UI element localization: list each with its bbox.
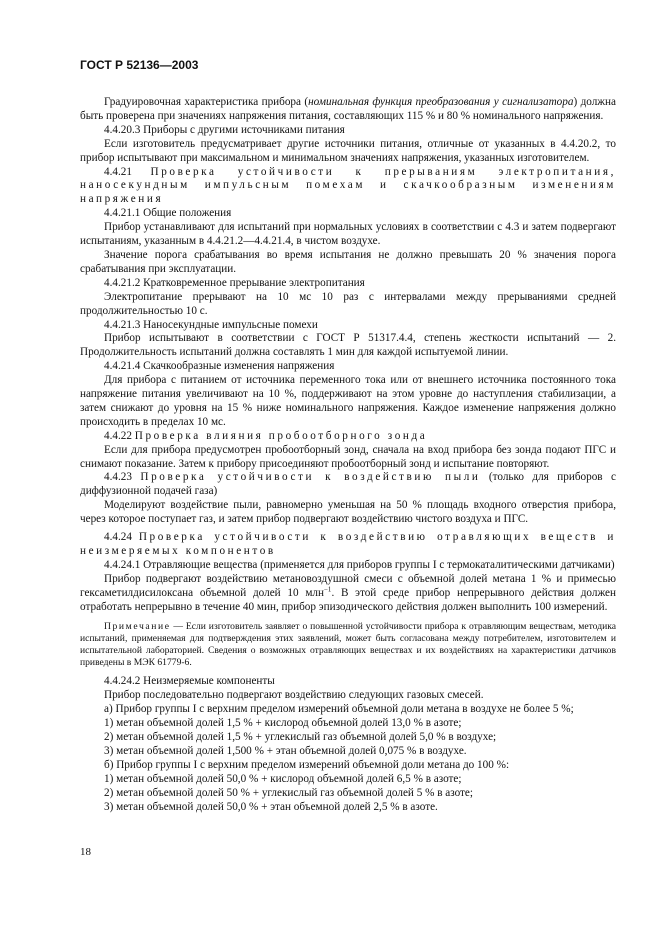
section-number: 4.4.23 bbox=[104, 471, 132, 484]
section-heading bbox=[80, 430, 616, 444]
spaced-title: Проверка влияния пробоотборного зонда bbox=[134, 429, 428, 442]
list-item: 2) метан объемной долей 50 % + углекислый газ объемной долей 5 % в азоте; bbox=[104, 786, 474, 799]
spaced-title: Проверка устойчивости к воздействию пыли bbox=[140, 471, 481, 484]
section-number: 4.4.21 bbox=[104, 165, 132, 178]
subsection-heading: 4.4.24.2 Неизмеряемые компоненты bbox=[104, 675, 275, 688]
paragraph: Прибор испытывают в соответствии с ГОСТ Р 51317.4.4, степень жесткости испытаний — 2. Продолжительность испытаний должна составлять 1 мин для каждой испытуемой линии. bbox=[80, 332, 616, 359]
section-number: 4.4.22 bbox=[104, 429, 132, 442]
list-item: а) Прибор группы I с верхним пределом измерений объемной доли метана в воздухе не более 5 %; bbox=[104, 703, 574, 716]
list-item: б) Прибор группы I с верхним пределом измерений объемной доли метана до 100 %: bbox=[104, 758, 510, 771]
paragraph: Электропитание прерывают на 10 мс 10 раз с интервалами между прерываниями средней продолжительностью 10 с. bbox=[80, 290, 616, 317]
text: Градуировочная характеристика прибора ( bbox=[104, 96, 309, 108]
list-item: 1) метан объемной долей 1,5 % + кислород объемной долей 13,0 % в азоте; bbox=[104, 717, 462, 730]
italic-text: номинальная функция преобразования у сигнализатора bbox=[308, 96, 574, 108]
paragraph bbox=[80, 573, 616, 615]
note-text: — Если изготовитель заявляет о повышенной устойчивости прибора к отравляющим веществам, методика испытаний, применяемая для подтверждения этих заявлений, может быть согласована между потребителем, изготовителем и испытательной лабораторией. Сведения о возможных отравляющих веществах и их воздействиях на характеристики датчиков приведены в МЭК 61779-6. bbox=[80, 620, 616, 669]
section-heading bbox=[80, 531, 616, 559]
subsection-heading: 4.4.24.1 Отравляющие вещества (применяется для приборов группы I с термокаталитическими датчиками) bbox=[104, 558, 615, 571]
text: ) должна быть проверена при значениях напряжения питания, составляющих 115 % и 80 % номинального напряжения. bbox=[80, 96, 616, 122]
text: (только для приборов с диффузионной подачей газа) bbox=[80, 471, 616, 498]
section-heading bbox=[80, 166, 616, 208]
note-label: Примечание bbox=[104, 620, 171, 632]
subsection-heading: 4.4.21.1 Общие положения bbox=[104, 207, 232, 220]
paragraph: Значение порога срабатывания во время испытания не должно превышать 20 % значения порога срабатывания при эксплуатации. bbox=[80, 248, 616, 275]
spaced-title: Проверка устойчивости к прерываниям электропитания, наносекундным импульсным помехам и скачкообразным изменениям напряжения bbox=[80, 165, 616, 206]
paragraph: Если изготовитель предусматривает другие источники питания, отличные от указанных в 4.4.20.2, то прибор испытывают при максимальном и минимальном значениях напряжения, указанных изготовителем. bbox=[80, 137, 616, 164]
superscript: −1 bbox=[323, 584, 332, 593]
document-body bbox=[80, 96, 616, 814]
paragraph bbox=[80, 96, 616, 124]
subsection-heading: 4.4.21.2 Кратковременное прерывание электропитания bbox=[104, 276, 365, 289]
paragraph: Моделируют воздействие пыли, равномерно уменьшая на 50 % площадь входного отверстия прибора, через которое поступает газ, и затем прибор подвергают воздействию чистого воздуха и ПГС. bbox=[80, 499, 616, 526]
list-item: 1) метан объемной долей 50,0 % + кислород объемной долей 6,5 % в азоте; bbox=[104, 772, 462, 785]
document-header: ГОСТ Р 52136—2003 bbox=[80, 58, 199, 72]
list-item: 3) метан объемной долей 50,0 % + этан объемной долей 2,5 % в азоте. bbox=[104, 800, 438, 813]
text: . В этой среде прибор непрерывного действия должен отработать непрерывно в течение 40 мин, прибор эпизодического действия должен выполнить 100 измерений. bbox=[80, 586, 616, 613]
list-item: 2) метан объемной долей 1,5 % + углекислый газ объемной долей 5,0 % в воздухе; bbox=[104, 730, 497, 743]
section-heading bbox=[80, 471, 616, 499]
list-item: 3) метан объемной долей 1,500 % + этан объемной долей 0,075 % в воздухе. bbox=[104, 744, 467, 757]
subsection-heading: 4.4.21.4 Скачкообразные изменения напряжения bbox=[104, 360, 335, 373]
section-number: 4.4.24 bbox=[104, 531, 132, 544]
paragraph: Для прибора с питанием от источника переменного тока или от внешнего источника постоянного тока напряжение питания увеличивают на 10 %, поддерживают на этом уровне до наступления стабилизации, а затем снижают до уровня на 15 % ниже номинального напряжения. Каждое изменение напряжения должно происходить в пределах 10 мс. bbox=[80, 374, 616, 428]
paragraph: Прибор последовательно подвергают воздействию следующих газовых смесей. bbox=[104, 689, 484, 702]
subsection-heading: 4.4.20.3 Приборы с другими источниками питания bbox=[104, 123, 345, 136]
text: Прибор подвергают воздействию метановоздушной смеси с объемной долей метана 1 % и примесью гексаметилдисилоксана объемной долей 10 млн bbox=[80, 572, 616, 599]
spaced-title: Проверка устойчивости к воздействию отравляющих веществ и неизмеряемых компонентов bbox=[80, 531, 616, 557]
paragraph: Если для прибора предусмотрен пробоотборный зонд, сначала на вход прибора без зонда подают ПГС и снимают показание. Затем к прибору присоединяют пробоотборный зонд и испытание повторяют. bbox=[80, 443, 616, 470]
paragraph: Прибор устанавливают для испытаний при нормальных условиях в соответствии с 4.3 и затем подвергают испытаниям, указанным в 4.4.21.2—4.4.21.4, в чистом воздухе. bbox=[80, 221, 616, 248]
subsection-heading: 4.4.21.3 Наносекундные импульсные помехи bbox=[104, 318, 318, 331]
note bbox=[80, 621, 616, 670]
page-number: 18 bbox=[80, 846, 91, 858]
